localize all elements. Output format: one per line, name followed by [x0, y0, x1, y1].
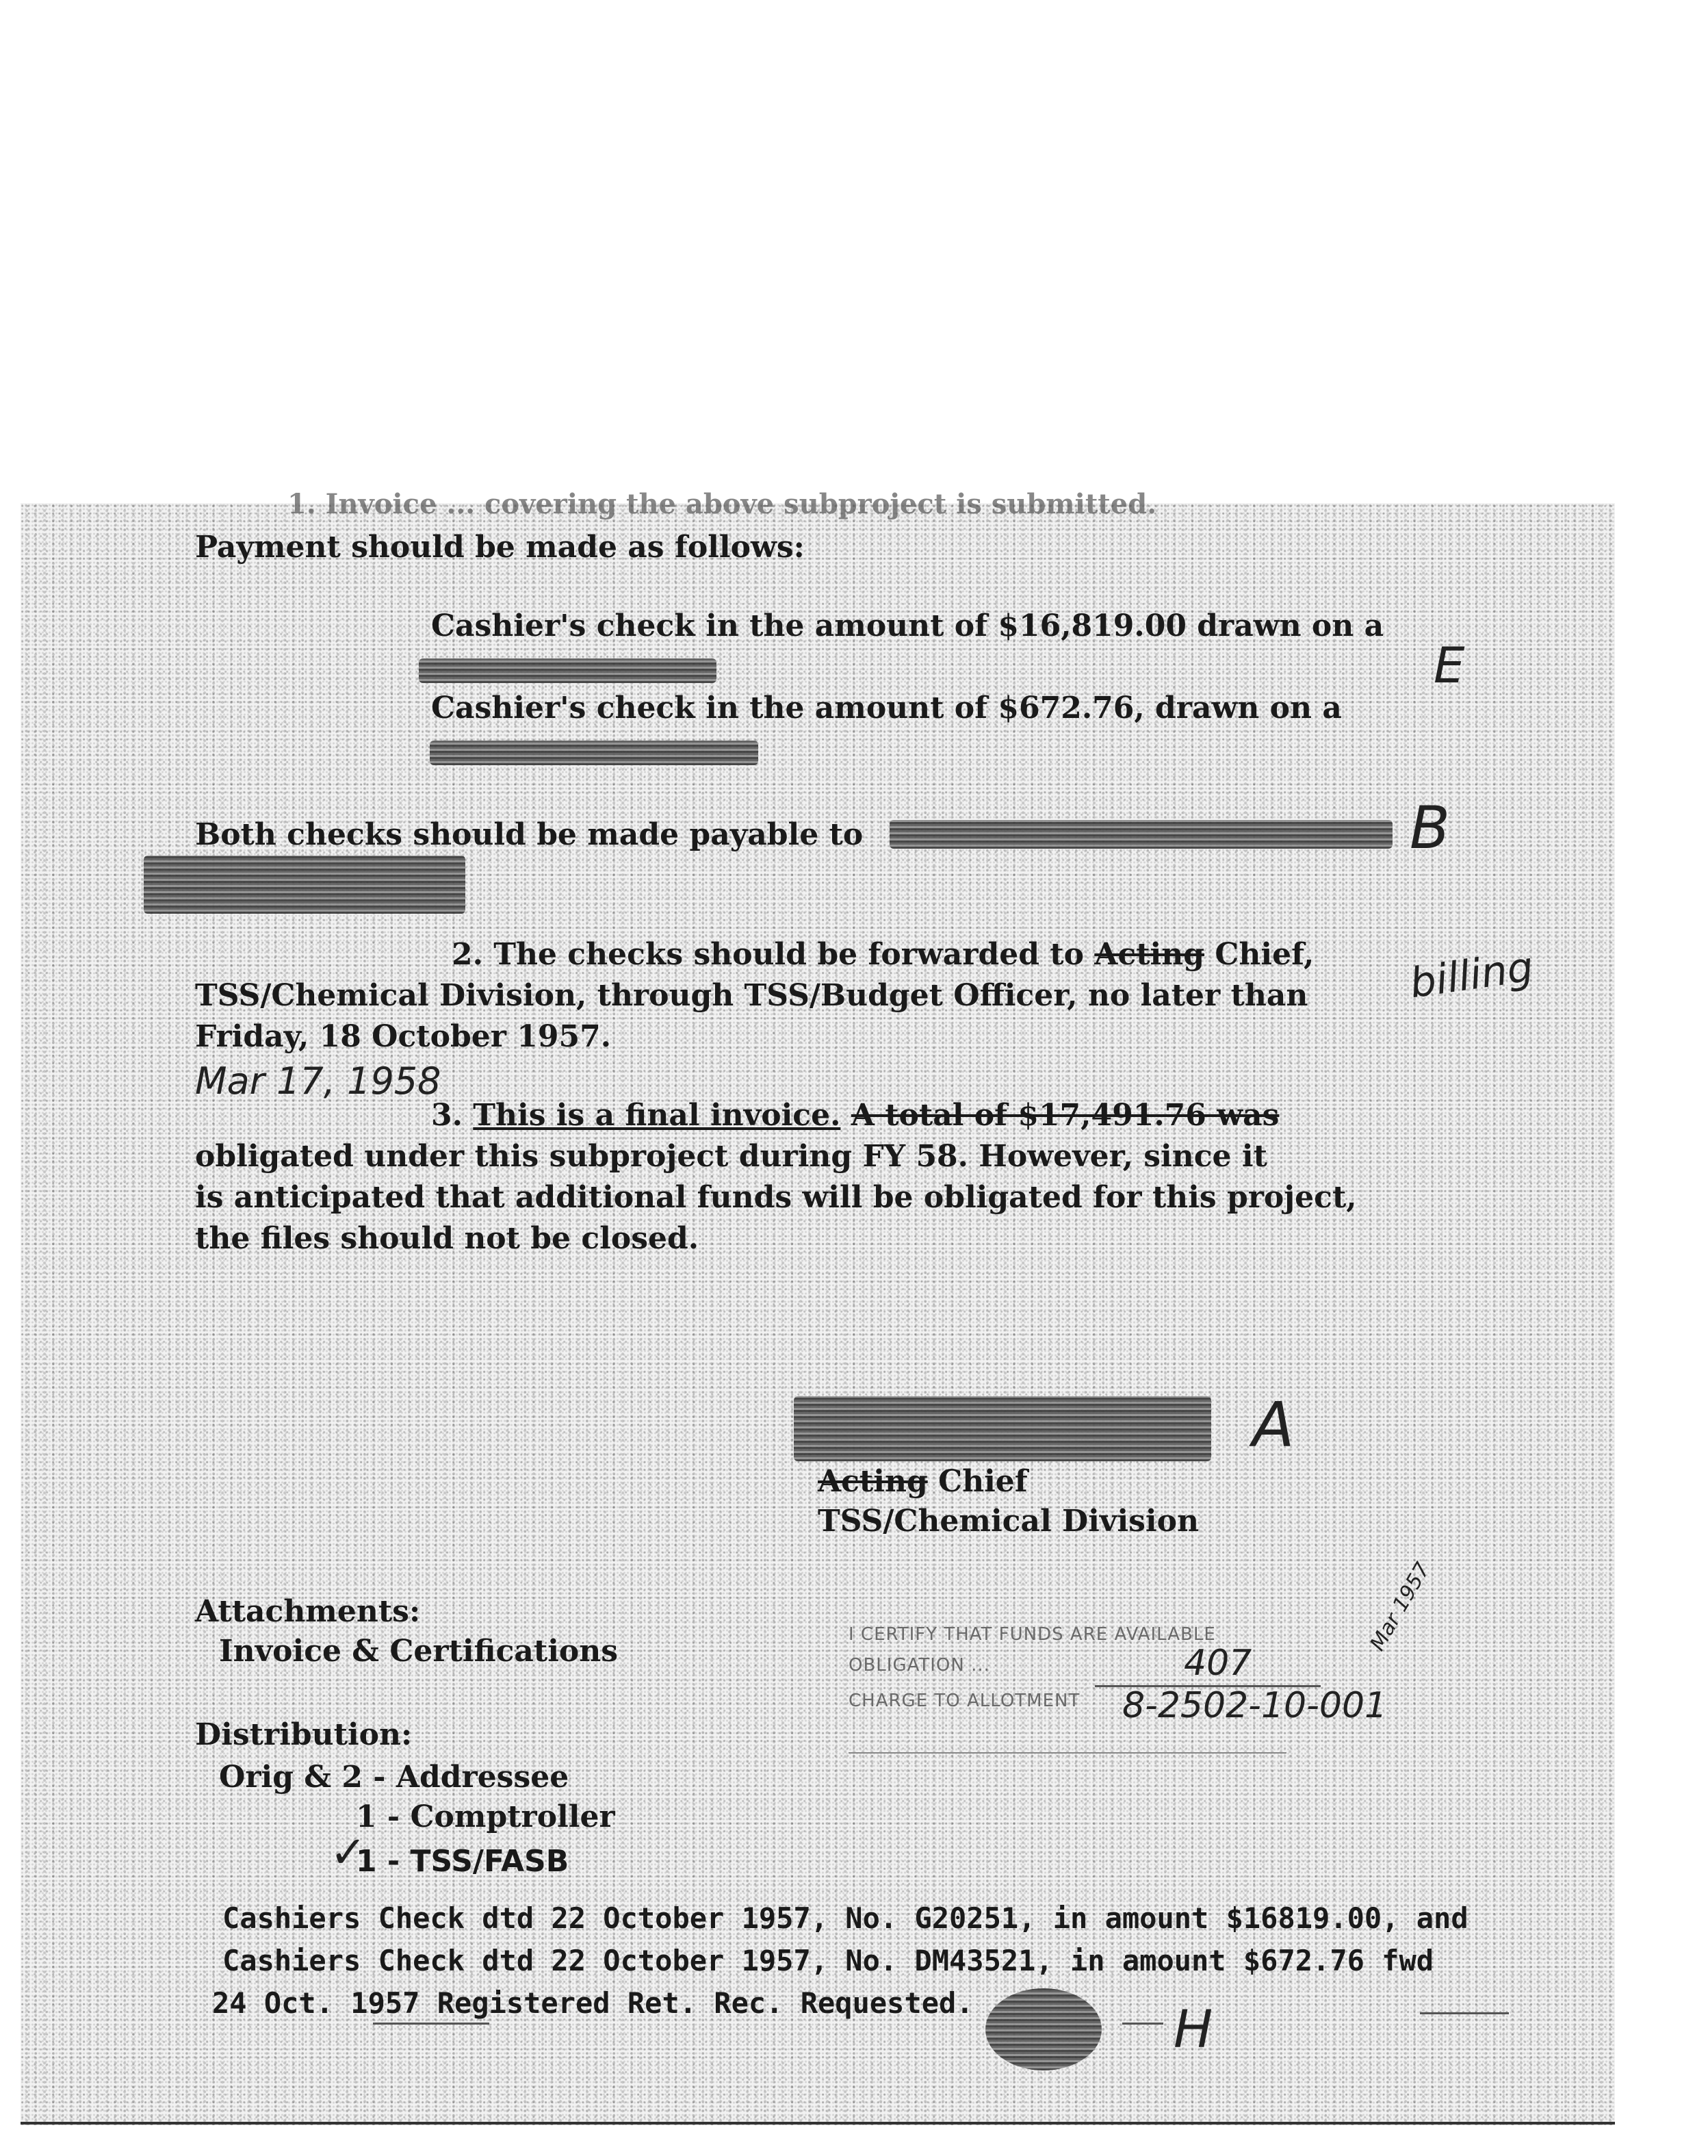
handwritten-margin-note: billing	[1407, 942, 1536, 1008]
checkmark-icon: ✓	[330, 1827, 367, 1878]
stamp-rule	[849, 1752, 1286, 1754]
attachments-heading: Attachments:	[195, 1594, 421, 1629]
handwritten-mark-b: B	[1410, 794, 1450, 862]
signature-redaction	[794, 1396, 1211, 1461]
para3-line3: is anticipated that additional funds will be obligated for this project,	[195, 1180, 1357, 1215]
handwritten-mark-e: E	[1434, 637, 1465, 694]
footer-note-line2: Cashiers Check dtd 22 October 1957, No. DM43521, in amount $672.76 fwd	[222, 1944, 1434, 1977]
para3-line1	[431, 1099, 1279, 1133]
stamp-line3: CHARGE TO ALLOTMENT	[849, 1691, 1081, 1711]
acting-struck: Acting	[1094, 937, 1205, 972]
stamp-line1: I CERTIFY THAT FUNDS ARE AVAILABLE	[849, 1624, 1216, 1645]
arrow-line	[373, 2023, 489, 2025]
attachments-item: Invoice & Certifications	[219, 1634, 619, 1669]
bottom-edge-rule	[21, 2122, 1615, 2125]
memo-top-fragment: 1. Invoice ... covering the above subproject is submitted.	[287, 488, 1157, 520]
para3-line4: the files should not be closed.	[195, 1221, 699, 1256]
redaction-bar	[419, 658, 716, 683]
payment-intro: Payment should be made as follows:	[195, 530, 805, 565]
signature-division: TSS/Chemical Division	[818, 1504, 1199, 1539]
footer-note-line3: 24 Oct. 1957 Registered Ret. Rec. Requested.	[212, 1986, 974, 2020]
stamp-value2: 8-2502-10-001	[1122, 1685, 1388, 1726]
signature-chief: Chief	[938, 1464, 1028, 1499]
stamp-line2: OBLIGATION ...	[849, 1655, 990, 1676]
signature-title	[818, 1465, 1028, 1499]
signature-acting-struck: Acting	[818, 1464, 928, 1499]
scribble-blot	[985, 1988, 1102, 2070]
payable-line: Both checks should be made payable to	[195, 817, 864, 852]
arrow-line	[1420, 2012, 1509, 2014]
distribution-line3: 1 - TSS/FASB	[356, 1844, 569, 1879]
redaction-bar	[144, 856, 465, 914]
handwritten-date-note: Mar 17, 1958	[195, 1060, 441, 1103]
para2-line3: Friday, 18 October 1957.	[195, 1019, 612, 1054]
footer-note-line1: Cashiers Check dtd 22 October 1957, No. G20251, in amount $16819.00, and	[222, 1901, 1468, 1935]
para2-text-a: 2. The checks should be forwarded to	[452, 937, 1084, 972]
para2-line2: TSS/Chemical Division, through TSS/Budget Officer, no later than	[195, 978, 1308, 1013]
distribution-line1: Orig & 2 - Addressee	[219, 1760, 569, 1795]
stamp-value1: 407	[1184, 1643, 1252, 1684]
redaction-bar	[890, 820, 1393, 849]
distribution-heading: Distribution:	[195, 1717, 413, 1752]
scanned-document	[21, 503, 1615, 2125]
redaction-bar	[430, 741, 758, 765]
check-line-2: Cashier's check in the amount of $672.76, drawn on a	[431, 691, 1342, 726]
arrow-line	[1122, 2023, 1163, 2025]
distribution-line2: 1 - Comptroller	[356, 1799, 615, 1834]
handwritten-mark-a: A	[1252, 1389, 1295, 1461]
para3-number: 3.	[431, 1098, 463, 1133]
final-invoice-text: This is a final invoice.	[473, 1098, 841, 1133]
total-struck: A total of $17,491.76 was	[851, 1098, 1280, 1133]
handwritten-side-note: Mar 1957	[1365, 1558, 1436, 1655]
para2-line1	[452, 938, 1314, 972]
handwritten-mark-h: H	[1174, 1999, 1213, 2059]
check-line-1: Cashier's check in the amount of $16,819.00 drawn on a	[431, 608, 1384, 643]
para2-text-b: Chief,	[1215, 937, 1315, 972]
para3-line2: obligated under this subproject during FY 58. However, since it	[195, 1139, 1267, 1174]
